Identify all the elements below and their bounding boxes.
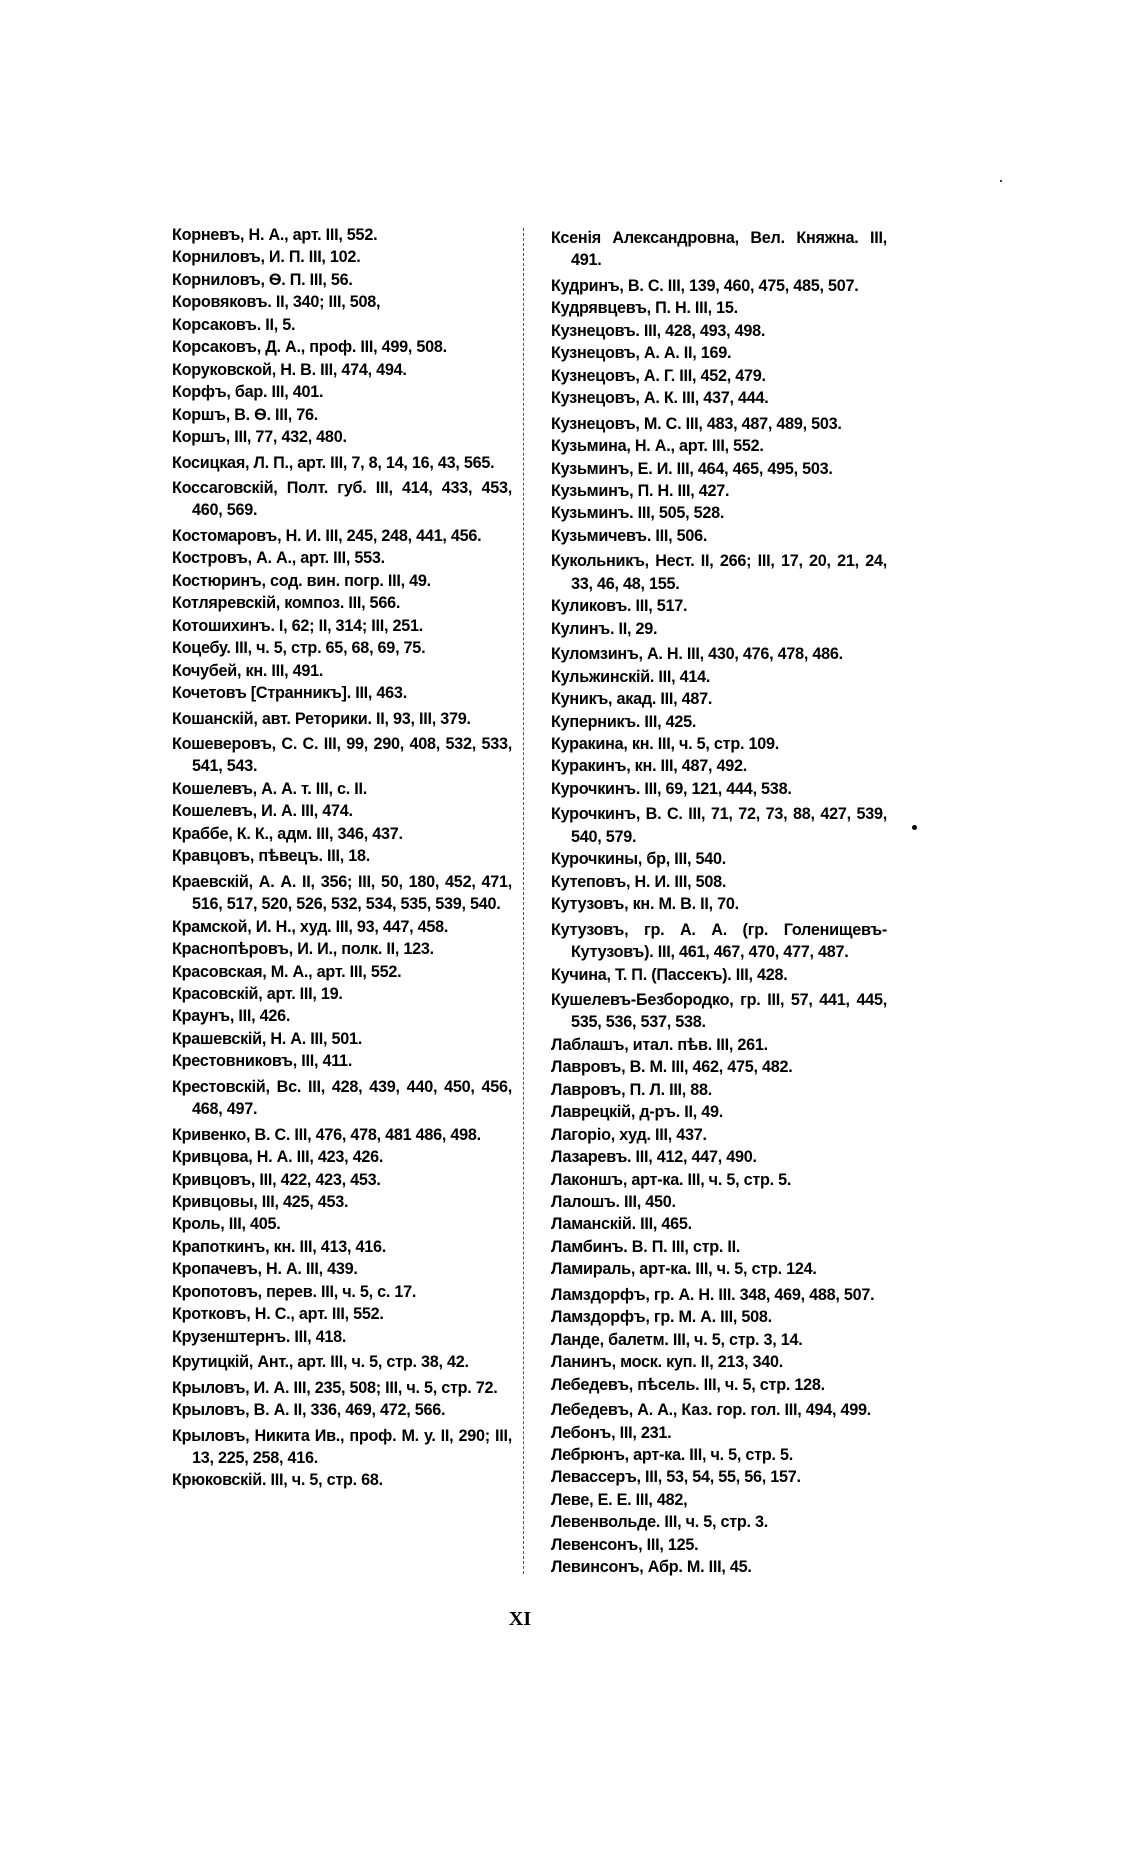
index-entry: Котошихинъ. I, 62; II, 314; III, 251. xyxy=(172,616,423,635)
index-entry: Крашевскій, Н. А. III, 501. xyxy=(172,1029,362,1048)
index-entry: Костюринъ, сод. вин. погр. III, 49. xyxy=(172,571,431,590)
index-entry: Коруковской, Н. В. III, 474, 494. xyxy=(172,360,407,379)
index-entry: Кошанскій, авт. Реторики. II, 93, III, 379. xyxy=(172,709,471,728)
index-entry: Кошелевъ, И. А. III, 474. xyxy=(172,802,353,821)
index-entry: Котляревскій, композ. III, 566. xyxy=(172,594,401,613)
index-entry: Косицкая, Л. П., арт. III, 7, 8, 14, 16, 43, 565. xyxy=(172,453,495,472)
index-entry: Корневъ, Н. А., арт. III, 552. xyxy=(172,226,378,244)
index-entry: Левенвольде. III, ч. 5, стр. 3. xyxy=(551,1513,769,1532)
index-entry: Крестовниковъ, III, 411. xyxy=(172,1052,353,1071)
index-entry: Лебонъ, III, 231. xyxy=(551,1423,672,1442)
index-entry: Леве, Е. Е. III, 482, xyxy=(551,1490,688,1509)
index-entry: Кошеверовъ, С. С. III, 99, 290, 408, 532, 533, 541, 543. xyxy=(172,734,512,776)
index-entry: Лалошъ. III, 450. xyxy=(551,1193,676,1212)
index-entry: Крузенштернъ. III, 418. xyxy=(172,1327,347,1346)
index-entry: Крамской, И. Н., худ. III, 93, 447, 458. xyxy=(172,917,449,936)
index-entry: Костомаровъ, Н. И. III, 245, 248, 441, 456. xyxy=(172,526,482,545)
index-entry: Ланде, балетм. III, ч. 5, стр. 3, 14. xyxy=(551,1330,803,1349)
index-entry: Крюковскій. III, ч. 5, стр. 68. xyxy=(172,1471,383,1490)
index-entry: Корсаковъ. II, 5. xyxy=(172,315,296,334)
index-entry: Костровъ, А. А., арт. III, 553. xyxy=(172,549,385,568)
index-entry: Ламанскій. III, 465. xyxy=(551,1215,692,1234)
index-entry: Краббе, К. К., адм. III, 346, 437. xyxy=(172,824,403,843)
index-entry: Лебедевъ, пѣсель. III, ч. 5, стр. 128. xyxy=(551,1375,825,1394)
index-entry: Левассеръ, III, 53, 54, 55, 56, 157. xyxy=(551,1468,801,1487)
index-entry: Кудринъ, В. С. III, 139, 460, 475, 485, 507. xyxy=(551,276,859,295)
index-entry: Лавровъ, В. М. III, 462, 475, 482. xyxy=(551,1058,793,1077)
index-entry: Кулинъ. II, 29. xyxy=(551,619,658,638)
index-entry: Куломзинъ, А. Н. III, 430, 476, 478, 486. xyxy=(551,645,843,664)
index-entry: Куликовъ. III, 517. xyxy=(551,597,688,616)
index-entry: Лебрюнъ, арт-ка. III, ч. 5, стр. 5. xyxy=(551,1446,793,1465)
index-entry: Кудрявцевъ, П. Н. III, 15. xyxy=(551,299,738,318)
index-entry: Крапоткинъ, кн. III, 413, 416. xyxy=(172,1237,386,1256)
index-entry: Коровяковъ. II, 340; III, 508, xyxy=(172,293,381,312)
index-entry: Кузнецовъ, А. К. III, 437, 444. xyxy=(551,389,769,408)
index-entry: Корфъ, бар. III, 401. xyxy=(172,383,324,402)
index-entry: Крутицкій, Ант., арт. III, ч. 5, стр. 38, 42. xyxy=(172,1353,469,1372)
index-entry: Кротковъ, Н. С., арт. III, 552. xyxy=(172,1305,384,1324)
index-entry: Курочкинъ, В. С. III, 71, 72, 73, 88, 427, 539, 540, 579. xyxy=(551,805,887,846)
index-entry: Коршъ, В. Ѳ. III, 76. xyxy=(172,405,318,424)
index-entry: Кузнецовъ, А. А. II, 169. xyxy=(551,344,732,363)
index-entry: Крестовскій, Вс. III, 428, 439, 440, 450, 456, 468, 497. xyxy=(172,1077,512,1119)
index-entry: Куникъ, акад. III, 487. xyxy=(551,690,713,709)
index-entry: Лебедевъ, А. А., Каз. гор. гол. III, 494, 499. xyxy=(551,1401,872,1420)
index-entry: Кропотовъ, перев. III, ч. 5, с. 17. xyxy=(172,1282,417,1301)
index-entry: Крыловъ, В. А. II, 336, 469, 472, 566. xyxy=(172,1401,446,1420)
ink-speck xyxy=(912,825,917,830)
index-entry: Кукольникъ, Нест. II, 266; III, 17, 20, 21, 24, 33, 46, 48, 155. xyxy=(551,552,887,593)
index-entry: Ламздорфъ, гр. М. А. III, 508. xyxy=(551,1308,772,1327)
index-entry: Кушелевъ-Безбородко, гр. III, 57, 441, 445, 535, 536, 537, 538. xyxy=(551,990,887,1032)
index-entry: Куперникъ. III, 425. xyxy=(551,712,697,731)
index-entry: Лавровъ, П. Л. III, 88. xyxy=(551,1080,713,1099)
index-entry: Лаконшъ, арт-ка. III, ч. 5, стр. 5. xyxy=(551,1170,792,1189)
index-entry: Ламздорфъ, гр. А. Н. III. 348, 469, 488, 507. xyxy=(551,1285,875,1304)
index-entry: Кривцовы, III, 425, 453. xyxy=(172,1193,349,1212)
index-entry: Ламбинъ. В. П. III, стр. II. xyxy=(551,1237,741,1256)
index-entry: Курочкины, бр, III, 540. xyxy=(551,850,726,869)
index-entry: Лагоріо, худ. III, 437. xyxy=(551,1125,707,1144)
index-entry: Кузьминъ. III, 505, 528. xyxy=(551,504,725,523)
index-entry: Кузьминъ, П. Н. III, 427. xyxy=(551,481,730,500)
index-entry: Лазаревъ. III, 412, 447, 490. xyxy=(551,1148,757,1167)
index-entry: Кучина, Т. П. (Пассекъ). III, 428. xyxy=(551,965,788,984)
index-entry: Коцебу. III, ч. 5, стр. 65, 68, 69, 75. xyxy=(172,639,426,658)
index-entry: Кривенко, В. С. III, 476, 478, 481 486, 498. xyxy=(172,1125,481,1144)
index-entry: Левинсонъ, Абр. М. III, 45. xyxy=(551,1558,752,1577)
index-entry: Ламираль, арт-ка. III, ч. 5, стр. 124. xyxy=(551,1260,817,1279)
index-entry: Кравцовъ, пѣвецъ. III, 18. xyxy=(172,847,371,866)
index-entry: Куракина, кн. III, ч. 5, стр. 109. xyxy=(551,734,779,753)
index-entry: Кочубей, кн. III, 491. xyxy=(172,661,324,680)
index-entry: Кутузовъ, кн. М. В. II, 70. xyxy=(551,895,739,914)
index-entry: Кочетовъ [Странникъ]. III, 463. xyxy=(172,684,407,703)
index-entry: Коссаговскій, Полт. губ. III, 414, 433, 453, 460, 569. xyxy=(172,478,512,520)
index-entry: Крыловъ, И. А. III, 235, 508; III, ч. 5, стр. 72. xyxy=(172,1378,498,1397)
index-entry: Кошелевъ, А. А. т. III, с. II. xyxy=(172,779,368,798)
index-entry: Курочкинъ. III, 69, 121, 444, 538. xyxy=(551,779,792,798)
index-entry: Ланинъ, моск. куп. II, 213, 340. xyxy=(551,1353,783,1372)
index-entry: Кузнецовъ, М. С. III, 483, 487, 489, 503. xyxy=(551,414,842,433)
index-entry: Кульжинскій. III, 414. xyxy=(551,667,711,686)
index-entry: Кузьминъ, Е. И. III, 464, 465, 495, 503. xyxy=(551,459,833,478)
ink-speck xyxy=(1000,180,1002,182)
index-entry: Корниловъ, И. П. III, 102. xyxy=(172,248,361,267)
index-column-right xyxy=(551,224,887,1579)
index-entry: Красовская, М. А., арт. III, 552. xyxy=(172,962,402,981)
index-entry: Краунъ, III, 426. xyxy=(172,1007,291,1026)
index-entry: Лаблашъ, итал. пѣв. III, 261. xyxy=(551,1035,768,1054)
index-entry: Куракинъ, кн. III, 487, 492. xyxy=(551,757,748,776)
index-entry: Кроль, III, 405. xyxy=(172,1215,281,1234)
index-entry: Ксенія Александровна, Вел. Княжна. III, 491. xyxy=(551,229,887,270)
index-entry: Крыловъ, Никита Ив., проф. М. у. II, 290; III, 13, 225, 258, 416. xyxy=(172,1426,512,1468)
index-entry: Лаврецкій, д-ръ. II, 49. xyxy=(551,1103,723,1122)
index-entry: Кривцовъ, III, 422, 423, 453. xyxy=(172,1170,381,1189)
index-entry: Коршъ, III, 77, 432, 480. xyxy=(172,428,347,447)
index-entry: Кузнецовъ, А. Г. III, 452, 479. xyxy=(551,366,766,385)
index-entry: Краевскій, А. А. II, 356; III, 50, 180, 452, 471, 516, 517, 520, 526, 532, 534, 535, 539, 540. xyxy=(172,872,512,914)
index-entry: Кузьмичевъ. III, 506. xyxy=(551,526,708,545)
index-entry: Корниловъ, Ѳ. П. III, 56. xyxy=(172,270,353,289)
index-entry: Кутеповъ, Н. И. III, 508. xyxy=(551,872,727,891)
index-entry: Кузнецовъ. III, 428, 493, 498. xyxy=(551,321,766,340)
column-divider xyxy=(523,228,524,1574)
index-entry: Левенсонъ, III, 125. xyxy=(551,1535,699,1554)
index-entry: Кутузовъ, гр. А. А. (гр. Голенищевъ-Кутузовъ). III, 461, 467, 470, 477, 487. xyxy=(551,920,887,962)
index-entry: Кузьмина, Н. А., арт. III, 552. xyxy=(551,437,764,456)
index-entry: Корсаковъ, Д. А., проф. III, 499, 508. xyxy=(172,338,447,357)
index-entry: Красовскій, арт. III, 19. xyxy=(172,984,343,1003)
page-number: XI xyxy=(508,1608,532,1630)
index-entry: Краснопѣровъ, И. И., полк. II, 123. xyxy=(172,940,434,959)
index-column-left xyxy=(172,224,512,1492)
index-entry: Кропачевъ, Н. А. III, 439. xyxy=(172,1260,358,1279)
index-entry: Кривцова, Н. А. III, 423, 426. xyxy=(172,1148,384,1167)
